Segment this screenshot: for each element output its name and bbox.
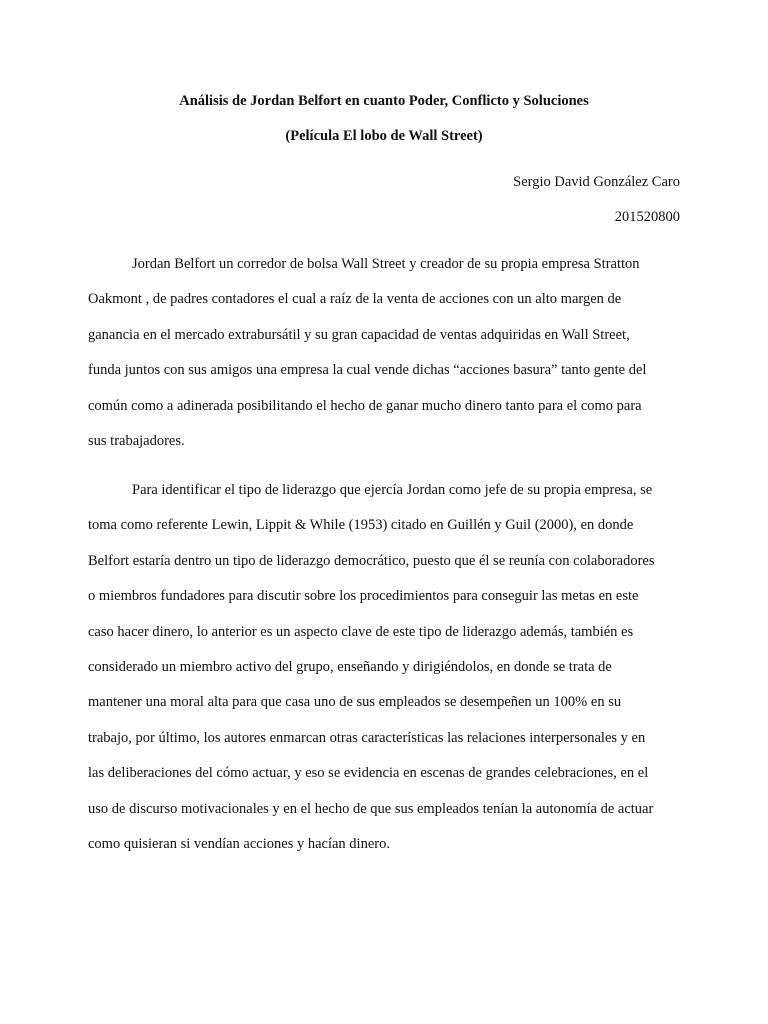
paragraph-line: considerado un miembro activo del grupo, enseñando y dirigiéndolos, en donde se trata de (88, 658, 612, 675)
paragraph-line: Para identificar el tipo de liderazgo que ejercía Jordan como jefe de su propia empresa, se (132, 482, 653, 498)
paragraph-1 (88, 255, 688, 467)
paragraph-2 (88, 481, 688, 870)
paragraph-line: caso hacer dinero, lo anterior es un aspecto clave de este tipo de liderazgo además, también es (88, 623, 634, 640)
paragraph-line: Oakmont , de padres contadores el cual a raíz de la venta de acciones con un alto margen de (88, 291, 622, 308)
document-subtitle: (Película El lobo de Wall Street) (285, 128, 483, 144)
paragraph-line: uso de discurso motivacionales y en el hecho de que sus empleados tenían la autonomía de actuar (88, 800, 654, 817)
paragraph-line: Jordan Belfort un corredor de bolsa Wall Street y creador de su propia empresa Stratton (132, 256, 640, 272)
paragraph-line: común como a adinerada posibilitando el hecho de ganar mucho dinero tanto para el como para (88, 397, 642, 414)
paragraph-line: ganancia en el mercado extrabursátil y su gran capacidad de ventas adquiridas en Wall Street, (88, 326, 630, 343)
paragraph-line: toma como referente Lewin, Lippit & While (1953) citado en Guillén y Guil (2000), en donde (88, 517, 634, 534)
paragraph-line: como quisieran si vendían acciones y hacían dinero. (88, 835, 390, 852)
paragraph-line: trabajo, por último, los autores enmarcan otras características las relaciones interpersonales y en (88, 729, 646, 746)
author-name: Sergio David González Caro (513, 174, 680, 190)
document-title: Análisis de Jordan Belfort en cuanto Poder, Conflicto y Soluciones (179, 93, 589, 109)
paragraph-line: mantener una moral alta para que casa uno de sus empleados se desempeñen un 100% en su (88, 694, 622, 711)
paragraph-line: funda juntos con sus amigos una empresa la cual vende dichas “acciones basura” tanto gente del (88, 362, 647, 379)
paragraph-line: las deliberaciones del cómo actuar, y eso se evidencia en escenas de grandes celebraciones, en el (88, 765, 649, 782)
paragraph-line: sus trabajadores. (88, 432, 185, 449)
paragraph-line: o miembros fundadores para discutir sobre los procedimientos para conseguir las metas en este (88, 588, 639, 605)
student-id: 201520800 (614, 209, 680, 225)
paragraph-line: Belfort estaría dentro un tipo de liderazgo democrático, puesto que él se reunía con colaboradores (88, 552, 655, 569)
